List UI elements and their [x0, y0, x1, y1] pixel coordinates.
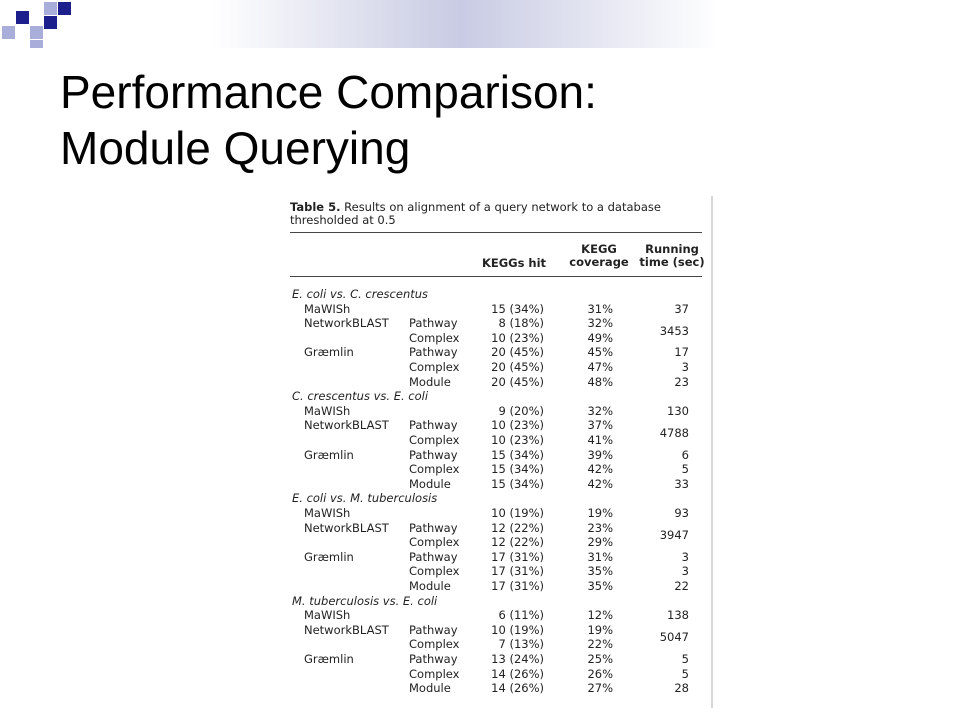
table-image-edge: [711, 196, 713, 708]
cell-coverage: 39%: [587, 447, 613, 462]
cell-hit: 14 (26%): [491, 681, 544, 696]
cell-time: 3: [681, 549, 689, 564]
cell-type: Complex: [409, 535, 460, 550]
cell-coverage: 32%: [587, 403, 613, 418]
cell-coverage: 35%: [587, 579, 613, 593]
cell-coverage: 12%: [587, 608, 613, 623]
cell-hit: 17 (31%): [491, 564, 544, 579]
cell-type: Module: [409, 579, 451, 593]
cell-type: Complex: [409, 360, 460, 374]
cell-type: Pathway: [409, 418, 458, 433]
group-title: C. crescentus vs. E. coli: [292, 389, 429, 404]
cell-hit: 15 (34%): [491, 447, 544, 462]
col-header-running-time-line1: Running: [645, 242, 699, 256]
cell-method: MaWISh: [304, 608, 351, 623]
cell-coverage: 23%: [587, 520, 613, 535]
cell-coverage: 19%: [587, 622, 613, 637]
cell-type: Module: [409, 681, 451, 696]
cell-hit: 17 (31%): [491, 579, 544, 593]
cell-method: Græmlin: [304, 652, 354, 666]
cell-hit: 8 (18%): [498, 316, 544, 331]
group-title: M. tuberculosis vs. E. coli: [292, 593, 438, 608]
cell-hit: 10 (19%): [491, 622, 544, 637]
cell-coverage: 49%: [587, 330, 613, 345]
cell-type: Pathway: [409, 549, 458, 564]
cell-type: Pathway: [409, 447, 458, 462]
cell-coverage: 31%: [587, 549, 613, 564]
slide-title-line-2: Module Querying: [60, 122, 411, 174]
cell-coverage: 37%: [587, 418, 613, 433]
cell-method: NetworkBLAST: [304, 622, 389, 637]
cell-coverage: 35%: [587, 564, 613, 579]
header-gradient-bar: [0, 0, 960, 48]
cell-hit: 14 (26%): [491, 666, 544, 681]
cell-time: 6: [681, 447, 689, 462]
cell-networkblast-time: 3453: [659, 323, 689, 338]
cell-type: Module: [409, 374, 451, 389]
cell-coverage: 29%: [587, 535, 613, 550]
cell-time: 3: [681, 564, 689, 579]
cell-method: MaWISh: [304, 403, 351, 418]
cell-hit: 15 (34%): [491, 462, 544, 477]
cell-time: 5: [681, 462, 689, 477]
cell-type: Pathway: [409, 316, 458, 331]
table-caption-text: Results on alignment of a query network to a database: [344, 200, 661, 214]
table-caption-label: Table 5.: [290, 200, 341, 214]
cell-method: MaWISh: [304, 506, 351, 520]
cell-method: NetworkBLAST: [304, 316, 389, 331]
cell-type: Module: [409, 476, 451, 491]
col-header-kegg-coverage-line2: coverage: [569, 255, 629, 269]
cell-hit: 10 (23%): [491, 433, 544, 447]
cell-method: MaWISh: [304, 301, 351, 316]
table-header-rule: [290, 276, 702, 277]
cell-coverage: 45%: [587, 345, 613, 360]
results-table: [284, 196, 716, 708]
col-header-running-time: [636, 243, 708, 269]
table-caption-text-2: thresholded at 0.5: [290, 213, 396, 227]
cell-time: 17: [674, 345, 689, 360]
cell-hit: 10 (19%): [491, 506, 544, 520]
cell-type: Complex: [409, 666, 460, 681]
cell-coverage: 22%: [587, 637, 613, 652]
cell-method: Græmlin: [304, 549, 354, 564]
cell-hit: 7 (13%): [498, 637, 544, 652]
cell-hit: 15 (34%): [491, 301, 544, 316]
group-title: E. coli vs. C. crescentus: [292, 287, 429, 301]
cell-time: 22: [674, 579, 689, 593]
cell-method: NetworkBLAST: [304, 520, 389, 535]
table-top-rule: [290, 232, 702, 233]
cell-hit: 20 (45%): [491, 345, 544, 360]
cell-coverage: 31%: [587, 301, 613, 316]
cell-hit: 12 (22%): [491, 535, 544, 550]
cell-time: 130: [667, 403, 689, 418]
cell-time: 33: [674, 476, 689, 491]
cell-hit: 15 (34%): [491, 476, 544, 491]
cell-method: Græmlin: [304, 447, 354, 462]
table-caption: [290, 201, 700, 227]
cell-type: Complex: [409, 462, 460, 477]
cell-type: Complex: [409, 433, 460, 447]
cell-hit: 20 (45%): [491, 360, 544, 374]
cell-coverage: 26%: [587, 666, 613, 681]
cell-type: Complex: [409, 637, 460, 652]
cell-hit: 13 (24%): [491, 652, 544, 666]
cell-time: 23: [674, 374, 689, 389]
cell-time: 37: [674, 301, 689, 316]
cell-coverage: 27%: [587, 681, 613, 696]
cell-coverage: 19%: [587, 506, 613, 520]
cell-hit: 6 (11%): [498, 608, 544, 623]
col-header-kegg-coverage: [564, 243, 634, 269]
slide-title: [60, 64, 920, 176]
cell-type: Pathway: [409, 622, 458, 637]
cell-type: Complex: [409, 564, 460, 579]
cell-networkblast-time: 5047: [659, 630, 689, 645]
cell-time: 3: [681, 360, 689, 374]
slide-title-line-1: Performance Comparison:: [60, 66, 597, 118]
cell-coverage: 42%: [587, 462, 613, 477]
col-header-kegg-hit: KEGGs hit: [481, 256, 547, 270]
cell-time: 5: [681, 652, 689, 666]
cell-type: Pathway: [409, 345, 458, 360]
cell-time: 5: [681, 666, 689, 681]
cell-coverage: 32%: [587, 316, 613, 331]
cell-coverage: 47%: [587, 360, 613, 374]
cell-time: 28: [674, 681, 689, 696]
group-title: E. coli vs. M. tuberculosis: [292, 491, 438, 506]
col-header-kegg-coverage-line1: KEGG: [581, 242, 617, 256]
cell-method: Græmlin: [304, 345, 354, 360]
cell-hit: 20 (45%): [491, 374, 544, 389]
cell-time: 138: [667, 608, 689, 623]
cell-coverage: 41%: [587, 433, 613, 447]
cell-hit: 12 (22%): [491, 520, 544, 535]
cell-networkblast-time: 3947: [659, 527, 689, 542]
cell-hit: 9 (20%): [498, 403, 544, 418]
cell-networkblast-time: 4788: [659, 425, 689, 440]
cell-type: Pathway: [409, 652, 458, 666]
cell-hit: 10 (23%): [491, 330, 544, 345]
cell-coverage: 42%: [587, 476, 613, 491]
cell-coverage: 48%: [587, 374, 613, 389]
cell-hit: 17 (31%): [491, 549, 544, 564]
cell-coverage: 25%: [587, 652, 613, 666]
cell-type: Complex: [409, 330, 460, 345]
cell-hit: 10 (23%): [491, 418, 544, 433]
cell-type: Pathway: [409, 520, 458, 535]
cell-method: NetworkBLAST: [304, 418, 389, 433]
col-header-running-time-line2: time (sec): [639, 255, 705, 269]
cell-time: 93: [674, 506, 689, 520]
